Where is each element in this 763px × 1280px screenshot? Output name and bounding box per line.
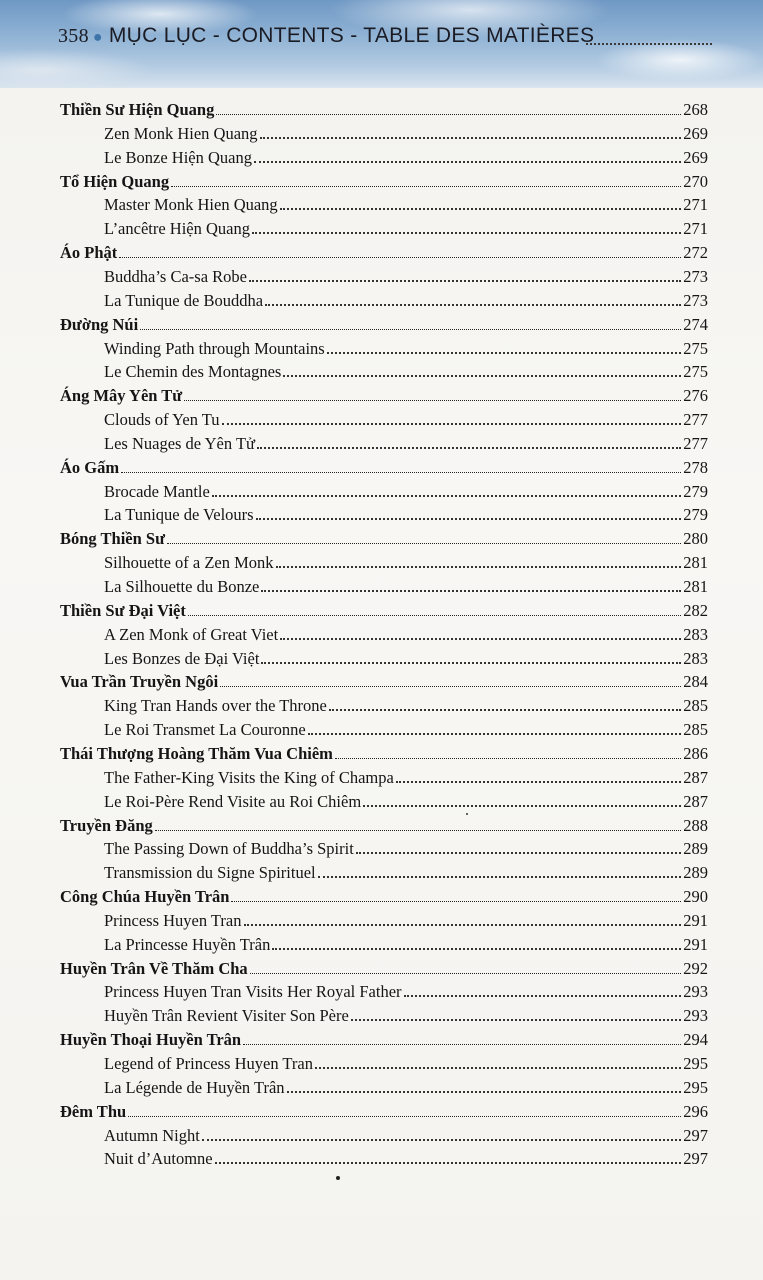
toc-page-number: 288: [683, 815, 708, 835]
dot-leader: [335, 758, 681, 759]
toc-entry-subtitle: [104, 267, 708, 287]
toc-entry-subtitle: [104, 982, 708, 1002]
dot-leader: [188, 615, 681, 616]
dot-leader: [315, 1067, 681, 1069]
toc-page-number: 271: [683, 219, 708, 239]
toc-page-number: 296: [683, 1101, 708, 1121]
toc-entry-subtitle: [104, 505, 708, 525]
toc-page-number: 293: [683, 1006, 708, 1026]
toc-entry-text: La Légende de Huyền Trân: [104, 1077, 285, 1097]
toc-entry-text: Buddha’s Ca-sa Robe: [104, 266, 247, 286]
toc-entry-subtitle: [104, 1054, 708, 1074]
toc-entry-title: [60, 100, 708, 120]
toc-page-number: 269: [683, 123, 708, 143]
dot-leader: [329, 709, 681, 711]
toc-page-number: 293: [683, 982, 708, 1002]
toc-entry-subtitle: [104, 935, 708, 955]
dot-leader: [252, 232, 681, 234]
toc-entry-subtitle: [104, 410, 708, 430]
toc-entry-title: [60, 386, 708, 406]
toc-page-number: 283: [683, 648, 708, 668]
toc-page-number: 289: [683, 839, 708, 859]
toc-page-number: 278: [683, 457, 708, 477]
toc-entry-subtitle: [104, 863, 708, 883]
toc-entry-title: [60, 529, 708, 549]
toc-entry-text: Le Roi-Père Rend Visite au Roi Chiêm: [104, 791, 362, 811]
toc-entry-title: [60, 458, 708, 478]
toc-page-number: 279: [683, 481, 708, 501]
toc-entry-text: Autumn Night: [104, 1125, 200, 1145]
toc-entry-title: [60, 315, 708, 335]
toc-entry-subtitle: [104, 219, 708, 239]
dot-leader: [128, 1116, 681, 1117]
toc-entry-text: A Zen Monk of Great Viet: [104, 624, 279, 644]
dot-leader: [256, 518, 682, 520]
page-number: 358: [58, 25, 89, 47]
toc-entry-title: [60, 959, 708, 979]
toc-page-number: 281: [683, 553, 708, 573]
dot-leader: [215, 1162, 682, 1164]
toc-entry-text: L’ancêtre Hiện Quang: [104, 219, 250, 239]
dot-leader: [261, 662, 681, 664]
dot-leader: [167, 543, 681, 544]
dot-leader: [280, 208, 682, 210]
header-dot-leader: [586, 43, 712, 45]
toc-page-number: 285: [683, 696, 708, 716]
toc-page-number: 270: [683, 171, 708, 191]
toc-entry-text: Princess Huyen Tran Visits Her Royal Father: [104, 982, 402, 1002]
toc-entry-text: Le Roi Transmet La Couronne: [104, 720, 306, 740]
toc-entry-text: La Tunique de Velours: [104, 505, 254, 525]
dot-leader: [308, 733, 682, 735]
toc-entry-title: [60, 243, 708, 263]
toc-entry-text: Nuit d’Automne: [104, 1149, 213, 1169]
toc-entry-text: The Passing Down of Buddha’s Spirit: [104, 839, 354, 859]
toc-entry-text: Thái Thượng Hoàng Thăm Vua Chiêm: [60, 743, 333, 763]
toc-entry-text: Thiền Sư Đại Việt: [60, 600, 186, 620]
toc-entry-title: [60, 1102, 708, 1122]
toc-page-number: 295: [683, 1077, 708, 1097]
toc-entry-text: Le Bonze Hiện Quang: [104, 147, 252, 167]
toc-page-number: 281: [683, 577, 708, 596]
toc-page-number: 290: [683, 887, 708, 907]
toc-entry-text: Princess Huyen Tran: [104, 910, 242, 930]
toc-entry-text: Bóng Thiền Sư: [60, 529, 165, 549]
toc-entry-title: [60, 887, 708, 907]
dot-leader: [327, 352, 682, 354]
dot-leader: [283, 375, 681, 377]
dot-leader: [243, 1044, 681, 1045]
dot-leader: [318, 876, 682, 878]
bullet-dot-icon: ●: [92, 29, 103, 46]
toc-page-number: 277: [683, 410, 708, 430]
dot-leader: [121, 472, 681, 473]
toc-entry-subtitle: [104, 195, 708, 215]
header-sky-banner: [0, 0, 763, 88]
toc-entry-subtitle: [104, 434, 708, 454]
dot-leader: [140, 329, 681, 330]
toc-entry-text: La Tunique de Bouddha: [104, 290, 264, 310]
toc-entry-text: Silhouette of a Zen Monk: [104, 553, 274, 573]
toc-page-number: 271: [683, 195, 708, 215]
toc-page-number: 297: [683, 1149, 708, 1169]
dot-leader: [119, 257, 681, 258]
dot-leader: [220, 686, 681, 687]
dot-leader: [260, 137, 682, 139]
toc-entry-title: [60, 816, 708, 836]
toc-entry-text: Les Bonzes de Đại Việt: [104, 648, 260, 668]
toc-entry-subtitle: [104, 362, 708, 382]
toc-page-number: 289: [683, 863, 708, 883]
dot-leader: [249, 280, 681, 282]
toc-entry-title: [60, 172, 708, 192]
toc-page-number: 297: [683, 1125, 708, 1145]
toc-page-number: 287: [683, 767, 708, 787]
dot-leader: [272, 948, 681, 950]
toc-entry-text: The Father-King Visits the King of Champa: [104, 767, 394, 787]
dot-leader: [396, 781, 681, 783]
toc-entry-text: Áo Gấm: [60, 457, 120, 477]
toc-entry-text: Le Chemin des Montagnes: [104, 362, 282, 382]
toc-entry-title: [60, 1030, 708, 1050]
toc-entry-text: Huyền Trân Về Thăm Cha: [60, 958, 248, 978]
dot-leader: [244, 924, 682, 926]
toc-entry-subtitle: [104, 148, 708, 168]
dot-leader: [276, 566, 682, 568]
toc-page-number: 294: [683, 1030, 708, 1050]
toc-entry-text: Thiền Sư Hiện Quang: [60, 100, 215, 119]
toc-page-number: 284: [683, 672, 708, 692]
toc-entry-text: Đêm Thu: [60, 1101, 127, 1121]
toc-entry-subtitle: [104, 839, 708, 859]
toc-entry-subtitle: [104, 649, 708, 669]
dot-leader: [171, 186, 681, 187]
toc-entry-subtitle: [104, 1126, 708, 1146]
toc-entry-text: Winding Path through Mountains: [104, 338, 325, 358]
toc-entry-text: Huyền Trân Revient Visiter Son Père: [104, 1006, 349, 1026]
toc-entry-text: Truyền Đăng: [60, 815, 153, 835]
toc-entry-text: Áo Phật: [60, 243, 118, 263]
toc-page-number: 277: [683, 433, 708, 453]
page-speck: [466, 813, 468, 815]
page-speck: [336, 1176, 340, 1180]
toc-entry-subtitle: [104, 577, 708, 597]
dot-leader: [257, 447, 681, 449]
toc-entry-text: Vua Trần Truyền Ngôi: [60, 672, 219, 692]
toc-page-number: 279: [683, 505, 708, 525]
toc-page-number: 285: [683, 720, 708, 740]
toc-entry-text: La Princesse Huyền Trân: [104, 934, 271, 954]
toc-entry-text: Zen Monk Hien Quang: [104, 123, 258, 143]
toc-entry-title: [60, 744, 708, 764]
dot-leader: [184, 400, 681, 401]
dot-leader: [254, 161, 681, 163]
toc-entry-text: Brocade Mantle: [104, 481, 210, 501]
toc-entry-subtitle: [104, 291, 708, 311]
toc-page-number: 273: [683, 290, 708, 310]
toc-entry-subtitle: [104, 696, 708, 716]
toc-page-number: 280: [683, 529, 708, 549]
toc-page-number: 282: [683, 600, 708, 620]
toc-page-number: 275: [683, 362, 708, 382]
toc-entry-text: Đường Núi: [60, 314, 139, 334]
toc-page-number: 274: [683, 314, 708, 334]
toc-entry-subtitle: [104, 1078, 708, 1098]
dot-leader: [216, 114, 681, 115]
dot-leader: [287, 1091, 682, 1093]
dot-leader: [265, 304, 681, 306]
toc-entry-text: Tổ Hiện Quang: [60, 171, 170, 191]
dot-leader: [261, 590, 681, 592]
toc-entry-text: La Silhouette du Bonze: [104, 577, 260, 596]
dot-leader: [356, 852, 681, 854]
dot-leader: [250, 973, 682, 974]
toc-entry-text: King Tran Hands over the Throne: [104, 696, 327, 716]
toc-page-number: 268: [683, 100, 708, 119]
toc-page-number: 269: [683, 147, 708, 167]
toc-entry-subtitle: [104, 339, 708, 359]
toc-page-number: 283: [683, 624, 708, 644]
toc-page-number: 292: [683, 958, 708, 978]
toc-entry-title: [60, 601, 708, 621]
toc-entry-title: [60, 672, 708, 692]
toc-page-number: 287: [683, 791, 708, 811]
dot-leader: [363, 805, 681, 807]
toc-page-number: 291: [683, 910, 708, 930]
toc-entry-text: Huyền Thoại Huyền Trân: [60, 1030, 242, 1050]
toc-entry-subtitle: [104, 625, 708, 645]
toc-page-number: 273: [683, 266, 708, 286]
toc-page-number: 276: [683, 386, 708, 406]
toc-page-number: 272: [683, 243, 708, 263]
dot-leader: [404, 995, 682, 997]
toc-entry-subtitle: [104, 911, 708, 931]
toc-entry-subtitle: [104, 792, 708, 812]
dot-leader: [212, 495, 681, 497]
toc-entry-subtitle: [104, 720, 708, 740]
dot-leader: [231, 901, 681, 902]
toc-entry-text: Transmission du Signe Spirituel: [104, 863, 316, 883]
dot-leader: [351, 1019, 681, 1021]
toc-entry-text: Áng Mây Yên Tử: [60, 386, 183, 406]
toc-entry-subtitle: [104, 482, 708, 502]
toc-page-number: 286: [683, 743, 708, 763]
toc-entry-subtitle: [104, 1006, 708, 1026]
toc-entry-text: Clouds of Yen Tu: [104, 410, 220, 430]
dot-leader: [202, 1139, 681, 1141]
toc-entry-text: Legend of Princess Huyen Tran: [104, 1054, 313, 1073]
toc-entry-subtitle: [104, 124, 708, 144]
toc-page-number: 275: [683, 338, 708, 358]
toc-entry-text: Master Monk Hien Quang: [104, 195, 278, 215]
dot-leader: [155, 830, 682, 831]
page-header: [58, 24, 594, 48]
toc-page-number: 291: [683, 934, 708, 954]
toc-entry-text: Công Chúa Huyền Trân: [60, 887, 230, 907]
page-title: MỤC LỤC - CONTENTS - TABLE DES MATIÈRES: [108, 24, 595, 47]
toc-entry-text: Les Nuages de Yên Tử: [104, 433, 255, 453]
toc-page-number: 295: [683, 1054, 708, 1073]
toc-entry-subtitle: [104, 1149, 708, 1169]
toc-entry-subtitle: [104, 553, 708, 573]
dot-leader: [222, 423, 682, 425]
dot-leader: [280, 638, 681, 640]
toc-entry-subtitle: [104, 768, 708, 788]
